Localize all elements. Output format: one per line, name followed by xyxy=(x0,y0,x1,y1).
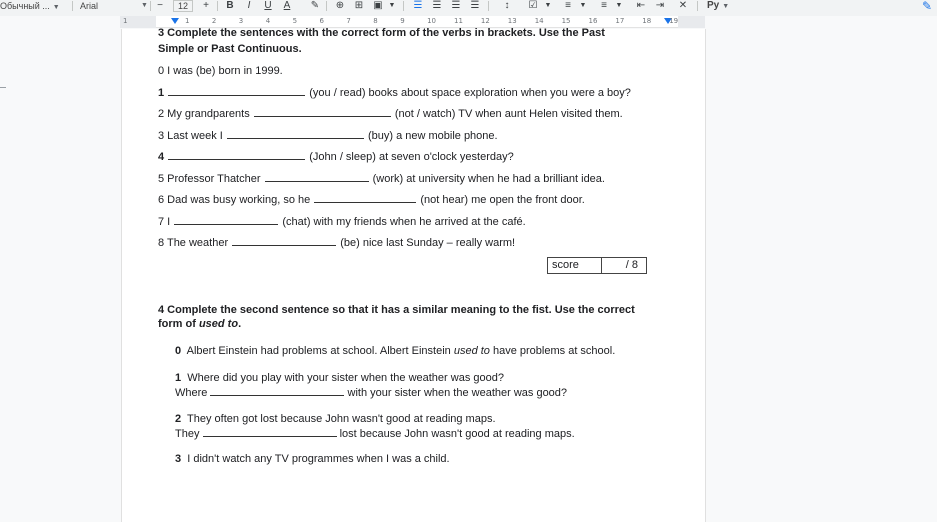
title-text: form of xyxy=(158,318,199,330)
item-text: 5 Professor Thatcher xyxy=(158,173,261,185)
ruler-number: 6 xyxy=(319,17,324,25)
decrease-indent-icon[interactable]: ⇤ xyxy=(636,0,646,11)
ex4-item-1-answer xyxy=(175,385,567,400)
answer-blank[interactable] xyxy=(203,426,337,437)
chevron-down-icon: ▼ xyxy=(544,2,552,9)
font-label: Arial xyxy=(80,1,99,11)
title-text: . xyxy=(238,318,242,330)
item-text: Where did you play with your sister when the weather was good? xyxy=(187,372,504,384)
item-text: They often got lost because John wasn't good at reading maps. xyxy=(187,413,496,425)
ruler-number: 13 xyxy=(507,17,517,25)
ruler-number: 14 xyxy=(534,17,544,25)
chevron-down-icon: ▼ xyxy=(388,2,396,9)
ruler-number: 1 xyxy=(123,17,128,25)
ex3-item-5 xyxy=(158,171,605,186)
item-number: 3 xyxy=(175,453,182,465)
title-emphasis: used to xyxy=(198,318,239,330)
ruler-number: 4 xyxy=(265,17,271,25)
item-number: 0 xyxy=(175,345,182,357)
ruler-number: 2 xyxy=(211,17,217,25)
ex4-item-2-answer xyxy=(175,426,575,441)
ex3-title-line-2: Simple or Past Continuous. xyxy=(158,43,302,55)
answer-blank[interactable] xyxy=(227,128,364,139)
toolbar-divider xyxy=(150,1,151,11)
answer-blank[interactable] xyxy=(314,192,416,203)
left-indent-marker[interactable] xyxy=(171,18,179,24)
ruler-number: 19 xyxy=(669,17,679,25)
toolbar xyxy=(0,0,937,16)
item-text: (buy) a new mobile phone. xyxy=(367,130,498,142)
bulleted-list-icon[interactable]: ≡ xyxy=(565,0,571,11)
item-text: 3 Last week I xyxy=(158,130,223,142)
chevron-down-icon: ▼ xyxy=(141,2,148,9)
ruler-number: 1 xyxy=(185,17,190,25)
document-page[interactable] xyxy=(121,29,706,522)
text-color-button[interactable]: A xyxy=(283,0,291,11)
answer-blank[interactable] xyxy=(168,149,305,160)
item-text: Where xyxy=(175,387,208,399)
italic-button[interactable]: I xyxy=(247,0,251,11)
font-size-increase-button[interactable]: + xyxy=(203,0,209,11)
page-marker xyxy=(0,87,6,88)
input-tools-label: Py xyxy=(707,0,720,11)
ex3-item-7 xyxy=(158,214,526,229)
ruler-number: 3 xyxy=(238,17,244,25)
answer-blank[interactable] xyxy=(210,385,344,396)
checklist-icon[interactable]: ☑ xyxy=(528,0,538,11)
line-spacing-icon[interactable]: ↕ xyxy=(504,0,510,11)
item-emphasis: used to xyxy=(453,345,490,357)
item-text: (chat) with my friends when he arrived at the café. xyxy=(282,216,526,228)
item-text: 7 I xyxy=(158,216,171,228)
ex4-title-line-1: 4 Complete the second sentence so that it has a similar meaning to the fist. Use the correct xyxy=(158,304,635,316)
toolbar-divider xyxy=(403,1,404,11)
chevron-down-icon: ▼ xyxy=(579,2,587,9)
item-text: (John / sleep) at seven o'clock yesterday? xyxy=(309,151,514,163)
item-text: (work) at university when he had a brilliant idea. xyxy=(372,173,605,185)
item-text: have problems at school. xyxy=(489,345,616,357)
ex4-item-2-question xyxy=(175,412,496,426)
item-text: They xyxy=(175,428,200,440)
input-tools-select[interactable] xyxy=(707,0,729,12)
ex3-item-3 xyxy=(158,128,498,143)
chevron-down-icon: ▼ xyxy=(52,4,60,11)
style-select[interactable] xyxy=(0,0,60,12)
answer-blank[interactable] xyxy=(168,85,305,96)
edit-mode-icon[interactable]: ✎ xyxy=(922,0,933,13)
style-label: Обычный ... xyxy=(0,1,50,11)
ex3-item-4 xyxy=(158,149,514,164)
font-size-input[interactable]: 12 xyxy=(173,0,193,12)
item-text: (not hear) me open the front door. xyxy=(420,194,585,206)
bold-button[interactable]: B xyxy=(226,0,234,11)
ex4-item-0 xyxy=(175,344,615,358)
ex3-item-1 xyxy=(158,85,631,100)
link-icon[interactable]: ⊕ xyxy=(335,0,345,11)
item-number: 1 xyxy=(158,87,165,99)
score-box xyxy=(547,257,647,274)
ruler-number: 7 xyxy=(346,17,351,25)
align-right-icon[interactable]: ☰ xyxy=(451,0,461,11)
ex3-item-0: 0 I was (be) born in 1999. xyxy=(158,65,283,77)
ruler-number: 15 xyxy=(561,17,571,25)
toolbar-divider xyxy=(488,1,489,11)
numbered-list-icon[interactable]: ≡ xyxy=(601,0,607,11)
chevron-down-icon: ▼ xyxy=(615,2,623,9)
item-text: 8 The weather xyxy=(158,237,229,249)
item-text: I didn't watch any TV programmes when I was a child. xyxy=(187,453,450,465)
answer-blank[interactable] xyxy=(174,214,278,225)
item-number: 4 xyxy=(158,151,165,163)
align-left-icon[interactable]: ☰ xyxy=(413,0,423,11)
image-icon[interactable]: ▣ xyxy=(373,0,383,11)
ruler-number: 9 xyxy=(400,17,405,25)
score-value: / 8 xyxy=(625,259,638,271)
ruler-number: 12 xyxy=(480,17,490,25)
item-text: 2 My grandparents xyxy=(158,108,250,120)
item-number: 1 xyxy=(175,372,182,384)
align-center-icon[interactable]: ☰ xyxy=(432,0,442,11)
underline-button[interactable]: U xyxy=(264,0,272,11)
ruler-number: 5 xyxy=(292,17,298,25)
ruler-number: 17 xyxy=(615,17,625,25)
toolbar-divider xyxy=(326,1,327,11)
item-text: lost because John wasn't good at reading maps. xyxy=(339,428,575,440)
answer-blank[interactable] xyxy=(254,106,391,117)
item-text: (not / watch) TV when aunt Helen visited them. xyxy=(394,108,623,120)
ruler-number: 10 xyxy=(427,17,437,25)
item-text: Albert Einstein had problems at school. Albert Einstein xyxy=(186,345,454,357)
ex3-item-6 xyxy=(158,192,585,207)
item-text: (you / read) books about space exploration when you were a boy? xyxy=(309,87,631,99)
answer-blank[interactable] xyxy=(265,171,369,182)
toolbar-divider xyxy=(217,1,218,11)
clear-formatting-icon[interactable]: ✕ xyxy=(678,0,688,11)
ex4-title-line-2 xyxy=(158,317,241,331)
answer-blank[interactable] xyxy=(232,235,336,246)
chevron-down-icon: ▼ xyxy=(722,3,730,10)
font-size-decrease-button[interactable]: − xyxy=(157,0,163,11)
increase-indent-icon[interactable]: ⇥ xyxy=(655,0,665,11)
item-text: 6 Dad was busy working, so he xyxy=(158,194,311,206)
ruler-margin-right xyxy=(678,16,705,28)
ex3-item-8 xyxy=(158,235,515,250)
ex3-title-line-1: 3 Complete the sentences with the correct form of the verbs in brackets. Use the Past xyxy=(158,27,605,39)
ex4-item-3 xyxy=(175,452,450,466)
score-label: score xyxy=(548,258,602,273)
highlight-icon[interactable]: ✎ xyxy=(310,0,320,11)
ex3-item-2 xyxy=(158,106,623,121)
ruler-number: 18 xyxy=(642,17,652,25)
item-text: with your sister when the weather was good? xyxy=(347,387,568,399)
toolbar-divider xyxy=(72,1,73,11)
toolbar-divider xyxy=(697,1,698,11)
item-text: (be) nice last Sunday – really warm! xyxy=(340,237,516,249)
ruler-number: 16 xyxy=(588,17,598,25)
font-select[interactable] xyxy=(80,0,146,12)
item-number: 2 xyxy=(175,413,182,425)
ex4-item-1-question xyxy=(175,371,504,385)
ruler-number: 8 xyxy=(373,17,378,25)
ruler-number: 11 xyxy=(454,17,463,25)
align-justify-icon[interactable]: ☰ xyxy=(470,0,480,11)
comment-icon[interactable]: ⊞ xyxy=(354,0,364,11)
